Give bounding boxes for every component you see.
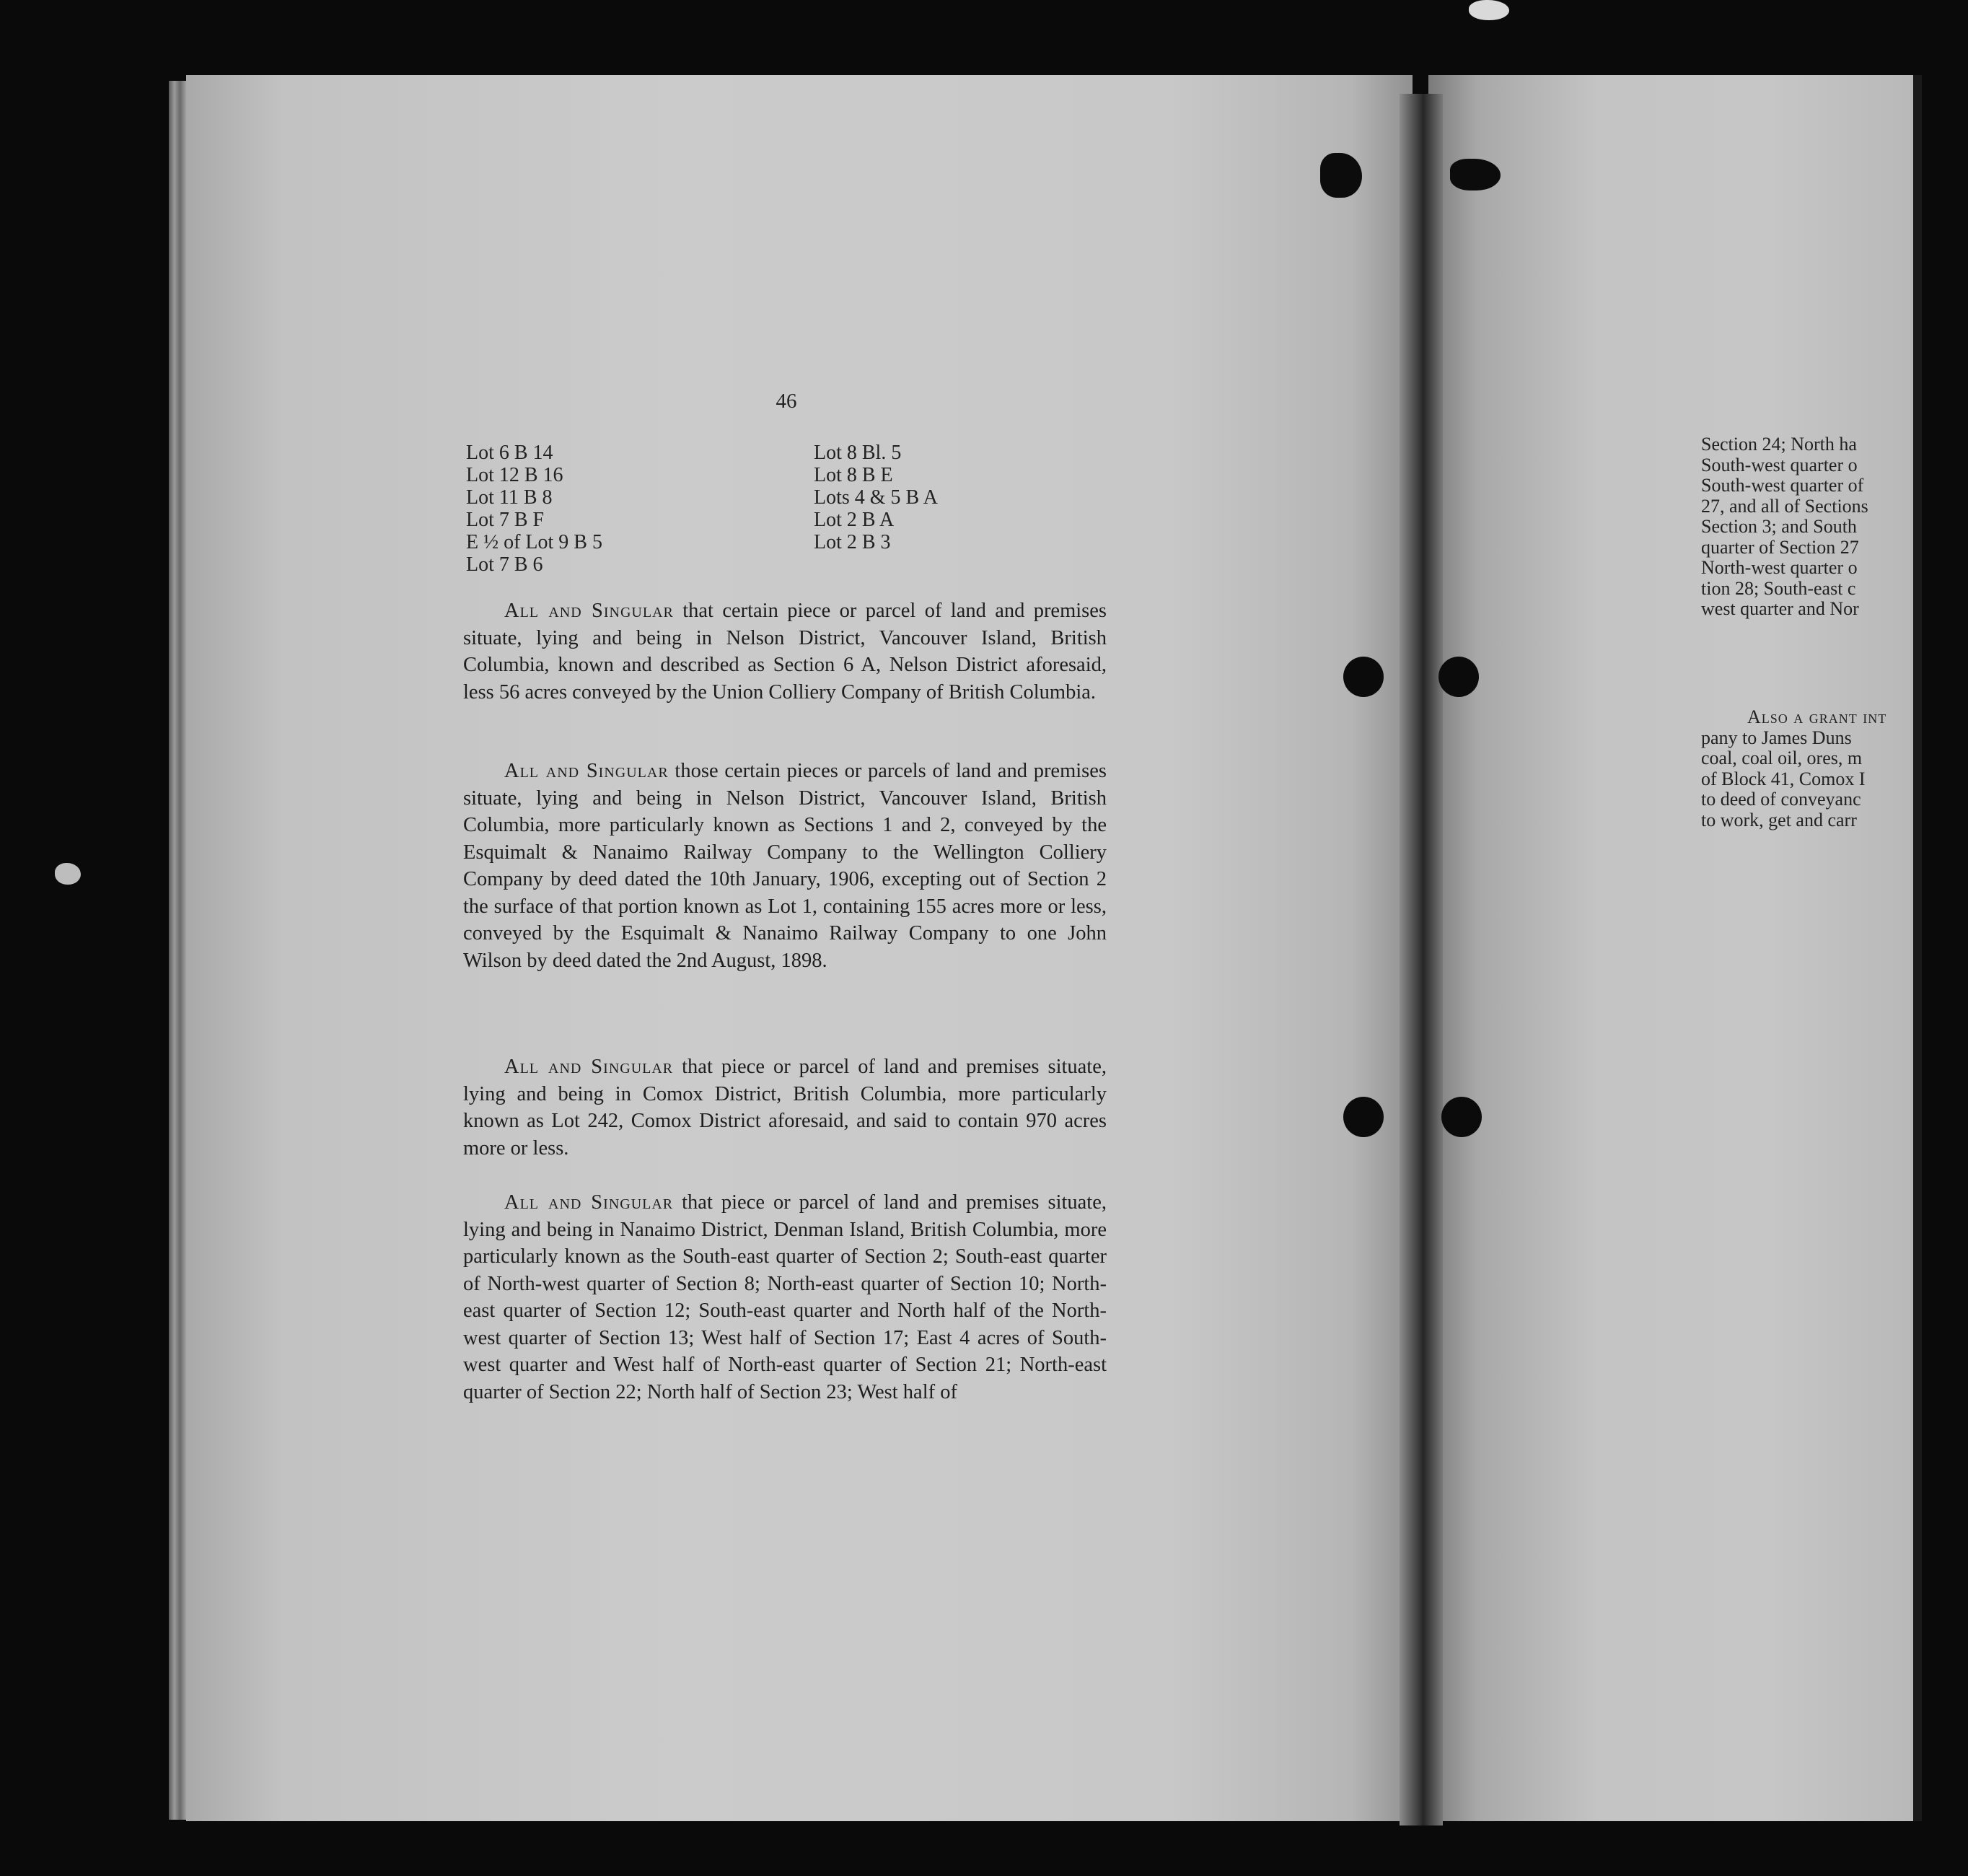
text-line: coal, coal oil, ores, m <box>1701 748 1863 768</box>
right-page <box>1428 75 1916 1821</box>
list-item: Lot 2 B 3 <box>814 531 891 553</box>
punch-hole <box>1438 657 1479 697</box>
paragraph <box>463 758 1107 974</box>
paragraph <box>463 597 1107 706</box>
list-item: Lot 12 B 16 <box>466 464 563 486</box>
text-line: to work, get and carr <box>1701 809 1857 830</box>
text-line: North-west quarter o <box>1701 557 1858 578</box>
paragraph-text: that piece or parcel of land and premises situate, lying and being in Nanaimo District, Denman Island, British Columbia, more particularly known as the South-east quarter of Section 2; South-east quarter of North-west quarter of Section 8; North-east quarter of Section 10; North-east quarter of Section 12; South-east quarter and North half of the North-west quarter of Section 13; West half of Section 17; East 4 acres of South-west quarter and West half of North-east quarter of Section 21; North-east quarter of Section 22; North half of Section 23; West half of <box>463 1191 1107 1403</box>
right-page-edge <box>1913 75 1922 1821</box>
lot-list-right <box>814 442 938 553</box>
facing-page-text <box>1701 434 1913 620</box>
list-item: Lot 8 B E <box>814 464 893 486</box>
list-item: Lot 7 B 6 <box>466 553 543 576</box>
paragraph-text: that piece or parcel of land and premises situate, lying and being in Comox District, British Columbia, more particularly known as Lot 242, Comox District aforesaid, and said to contain 970 acres more or less. <box>463 1056 1107 1160</box>
text-line: quarter of Section 27 <box>1701 536 1859 558</box>
paper-scrap <box>1469 0 1509 20</box>
paragraph-lead: All and Singular <box>504 1191 674 1214</box>
paragraph <box>463 1053 1107 1162</box>
list-item: Lot 8 Bl. 5 <box>814 442 902 464</box>
text-line: west quarter and Nor <box>1701 598 1859 619</box>
list-item: E ½ of Lot 9 B 5 <box>466 531 602 553</box>
text-line: South-west quarter of <box>1701 475 1864 496</box>
lot-list-left <box>466 442 602 576</box>
torn-hole <box>1320 153 1362 198</box>
paper-scrap <box>55 863 81 885</box>
paragraph-lead: All and Singular <box>504 1056 674 1078</box>
punch-hole <box>1343 657 1384 697</box>
text-line: Section 3; and South <box>1701 516 1857 537</box>
list-item: Lot 2 B A <box>814 509 895 531</box>
list-item: Lot 6 B 14 <box>466 442 553 464</box>
text-line: Section 24; North ha <box>1701 434 1857 455</box>
paragraph-lead: All and Singular <box>504 760 669 782</box>
paragraph-text: that certain piece or parcel of land and premises situate, lying and being in Nelson District, Vancouver Island, British Columbia, known and described as Section 6 A, Nelson District aforesaid, less 56 acres conveyed by the Union Colliery Company of British Columbia. <box>463 600 1107 704</box>
book-gutter <box>1400 94 1443 1825</box>
text-line: Also a grant int <box>1747 707 1887 727</box>
text-line: tion 28; South-east c <box>1701 577 1856 599</box>
facing-page-text <box>1701 707 1913 830</box>
paragraph-text: those certain pieces or parcels of land and premises situate, lying and being in Nelson District, Vancouver Island, British Columbia, more particularly known as Sections 1 and 2, conveyed by the Esquimalt & Nanaimo Railway Company to the Wellington Colliery Company by deed dated the 10th January, 1906, excepting out of Section 2 the surface of that portion known as Lot 1, containing 155 acres more or less, conveyed by the Esquimalt & Nanaimo Railway Company to one John Wilson by deed dated the 2nd August, 1898. <box>463 760 1107 972</box>
list-item: Lots 4 & 5 B A <box>814 486 938 509</box>
punch-hole <box>1343 1097 1384 1137</box>
paragraph <box>463 1189 1107 1406</box>
text-line: of Block 41, Comox I <box>1701 768 1866 789</box>
punch-hole <box>1441 1097 1482 1137</box>
torn-hole <box>1450 159 1501 190</box>
list-item: Lot 11 B 8 <box>466 486 553 509</box>
text-line: 27, and all of Sections <box>1701 495 1868 517</box>
text-line: to deed of conveyanc <box>1701 789 1861 810</box>
page-number: 46 <box>776 390 797 413</box>
text-line: pany to James Duns <box>1701 727 1852 748</box>
page-stack-edge <box>169 81 188 1820</box>
text-line: South-west quarter o <box>1701 454 1858 475</box>
list-item: Lot 7 B F <box>466 509 545 531</box>
paragraph-lead: All and Singular <box>504 600 674 622</box>
